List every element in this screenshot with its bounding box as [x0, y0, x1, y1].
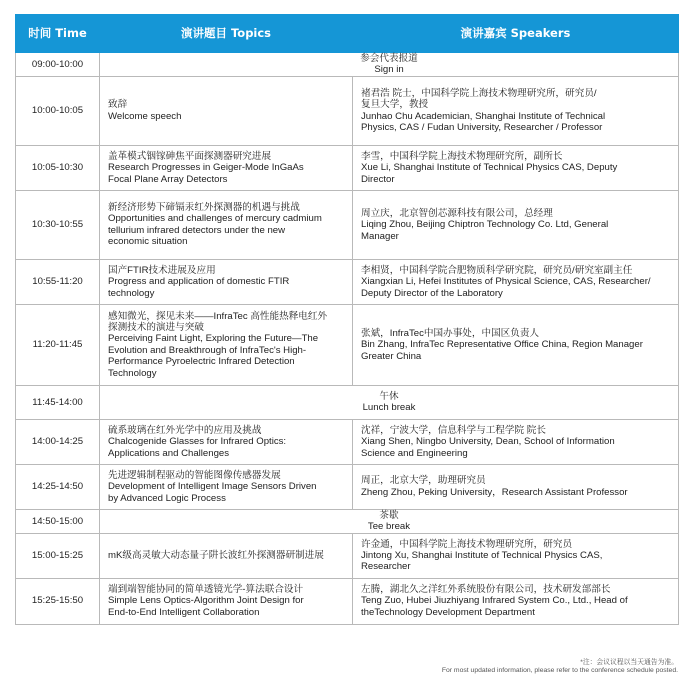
- speaker-line: 沈祥，宁波大学，信息科学与工程学院 院长: [361, 424, 546, 436]
- session-speaker: [353, 145, 679, 190]
- speaker-line: Greater China: [361, 350, 422, 362]
- session-topic: [100, 190, 353, 259]
- topic-line: 探测技术的演进与突破: [108, 322, 204, 333]
- break-label: [100, 53, 679, 77]
- topic-line: 感知微光，探见未来——InfraTec 高性能热释电红外: [108, 310, 328, 322]
- session-topic: [100, 76, 353, 145]
- topic-line: Focal Plane Array Detectors: [108, 173, 228, 185]
- footnote-en: For most updated information, please refer to the conference schedule posted.: [441, 667, 678, 674]
- topic-line: Opportunities and challenges of mercury cadmium: [108, 213, 322, 225]
- topic-line: 国产FTIR技术进展及应用: [108, 264, 216, 276]
- speaker-line: Deputy Director of the Laboratory: [361, 287, 503, 299]
- topic-line: 新经济形势下碲镉汞红外探测器的机遇与挑战: [108, 202, 300, 213]
- topic-line: mK级高灵敏大动态量子阱长波红外探测器研制进展: [108, 549, 324, 561]
- header-speakers: 演讲嘉宾 Speakers: [353, 15, 679, 53]
- session-time: 11:45-14:00: [16, 385, 100, 419]
- session-speaker: [353, 304, 679, 385]
- topic-line: 硫系玻璃在红外光学中的应用及挑战: [108, 424, 262, 436]
- session-time: 10:55-11:20: [16, 259, 100, 304]
- session-speaker: [353, 419, 679, 464]
- topic-line: economic situation: [108, 236, 188, 248]
- agenda-break-row: [16, 53, 679, 77]
- speaker-line: 李相贤，中国科学院合肥物质科学研究院，研究员/研究室副主任: [361, 264, 633, 276]
- session-time: 11:20-11:45: [16, 304, 100, 385]
- session-time: 15:00-15:25: [16, 533, 100, 578]
- footnote-cn: *注：会议议程以当天通告为准。: [580, 659, 678, 666]
- agenda-break-row: [16, 509, 679, 533]
- session-time: 14:00-14:25: [16, 419, 100, 464]
- session-speaker: [353, 533, 679, 578]
- session-time: 15:25-15:50: [16, 578, 100, 624]
- session-time: 09:00-10:00: [16, 53, 100, 77]
- session-topic: [100, 145, 353, 190]
- speaker-line: Xiang Shen, Ningbo University, Dean, School of Information: [361, 436, 615, 448]
- header-topics: 演讲题目 Topics: [100, 15, 353, 53]
- speaker-line: Physics, CAS / Fudan University, Researcher / Professor: [361, 122, 603, 134]
- topic-line: 先进逻辑制程驱动的智能图像传感器发展: [108, 469, 281, 481]
- session-speaker: [353, 76, 679, 145]
- session-topic: [100, 259, 353, 304]
- topic-line: by Advanced Logic Process: [108, 492, 226, 504]
- speaker-line: Science and Engineering: [361, 447, 468, 459]
- break-line: Tee break: [367, 521, 411, 533]
- topic-line: Evolution and Breakthrough of InfraTec's High-: [108, 344, 307, 356]
- agenda-break-row: [16, 385, 679, 419]
- break-line: 参会代表报道: [360, 53, 418, 64]
- speaker-line: Zheng Zhou, Peking University，Research Assistant Professor: [361, 486, 628, 498]
- speaker-line: Bin Zhang, InfraTec Representative Office China, Region Manager: [361, 339, 643, 351]
- break-line: Sign in: [374, 64, 404, 76]
- session-speaker: [353, 259, 679, 304]
- topic-line: technology: [108, 287, 155, 299]
- speaker-line: 张斌，InfraTec中国办事处，中国区负责人: [361, 327, 540, 339]
- topic-line: 端到端智能协同的简单透镜光学-算法联合设计: [108, 584, 304, 596]
- agenda-row: [16, 304, 679, 385]
- topic-line: Welcome speech: [108, 110, 182, 122]
- break-line: Lunch break: [362, 402, 416, 414]
- speaker-line: Manager: [361, 230, 399, 242]
- session-speaker: [353, 190, 679, 259]
- agenda-row: [16, 190, 679, 259]
- speaker-line: theTechnology Development Department: [361, 606, 535, 618]
- break-label: [100, 509, 679, 533]
- topic-line: Progress and application of domestic FTIR: [108, 276, 290, 288]
- topic-line: Perceiving Faint Light, Exploring the Future—The: [108, 333, 319, 345]
- topic-line: Performance Pyroelectric Infrared Detection: [108, 356, 295, 368]
- topic-line: End-to-End Intelligent Collaboration: [108, 606, 260, 618]
- agenda-row: [16, 145, 679, 190]
- speaker-line: Jintong Xu, Shanghai Institute of Technical Physics CAS,: [361, 549, 603, 561]
- session-topic: [100, 533, 353, 578]
- session-time: 10:00-10:05: [16, 76, 100, 145]
- speaker-line: Xue Li, Shanghai Institute of Technical Physics CAS, Deputy: [361, 162, 618, 174]
- topic-line: Chalcogenide Glasses for Infrared Optics:: [108, 436, 287, 448]
- topic-line: Technology: [108, 367, 157, 379]
- agenda-body: [16, 53, 679, 625]
- topic-line: tellurium infrared detectors under the new: [108, 224, 286, 236]
- session-time: 14:25-14:50: [16, 464, 100, 509]
- topic-line: 盖革模式铟镓砷焦平面探测器研究进展: [108, 150, 272, 162]
- session-time: 10:05-10:30: [16, 145, 100, 190]
- agenda-row: [16, 259, 679, 304]
- speaker-line: Xiangxian Li, Hefei Institutes of Physical Science, CAS, Researcher/: [361, 276, 651, 288]
- topic-line: 致辞: [108, 99, 128, 111]
- agenda-row: [16, 419, 679, 464]
- agenda-row: [16, 76, 679, 145]
- speaker-line: Researcher: [361, 561, 411, 573]
- agenda-row: [16, 578, 679, 624]
- header-time: 时间 Time: [16, 15, 100, 53]
- session-topic: [100, 578, 353, 624]
- topic-line: Applications and Challenges: [108, 447, 230, 459]
- speaker-line: 褚君浩 院士，中国科学院上海技术物理研究所，研究员/: [361, 88, 597, 99]
- break-line: 茶歇: [379, 509, 399, 521]
- session-time: 10:30-10:55: [16, 190, 100, 259]
- session-speaker: [353, 578, 679, 624]
- session-speaker: [353, 464, 679, 509]
- break-line: 午休: [379, 390, 399, 402]
- session-topic: [100, 419, 353, 464]
- speaker-line: 周正，北京大学，助理研究员: [361, 475, 486, 487]
- speaker-line: 许金通，中国科学院上海技术物理研究所，研究员: [361, 538, 573, 550]
- break-label: [100, 385, 679, 419]
- session-topic: [100, 464, 353, 509]
- topic-line: Research Progresses in Geiger-Mode InGaAs: [108, 162, 304, 174]
- agenda-header-row: [16, 15, 679, 53]
- speaker-line: 复旦大学，教授: [361, 99, 429, 111]
- speaker-line: 左腾，湖北久之洋红外系统股份有限公司，技术研发部部长: [361, 584, 611, 596]
- speaker-line: 李雪，中国科学院上海技术物理研究所，副所长: [361, 150, 563, 162]
- speaker-line: 周立庆，北京智创芯源科技有限公司，总经理: [361, 207, 553, 219]
- speaker-line: Teng Zuo, Hubei Jiuzhiyang Infrared System Co., Ltd., Head of: [361, 595, 628, 607]
- speaker-line: Junhao Chu Academician, Shanghai Institute of Technical: [361, 110, 606, 122]
- topic-line: Development of Intelligent Image Sensors Driven: [108, 481, 317, 493]
- agenda-container: [15, 14, 678, 625]
- speaker-line: Liqing Zhou, Beijing Chiptron Technology Co. Ltd, General: [361, 219, 609, 231]
- topic-line: Simple Lens Optics-Algorithm Joint Design for: [108, 595, 304, 607]
- agenda-row: [16, 464, 679, 509]
- session-topic: [100, 304, 353, 385]
- agenda-row: [16, 533, 679, 578]
- speaker-line: Director: [361, 173, 395, 185]
- agenda-table: [15, 14, 679, 625]
- session-time: 14:50-15:00: [16, 509, 100, 533]
